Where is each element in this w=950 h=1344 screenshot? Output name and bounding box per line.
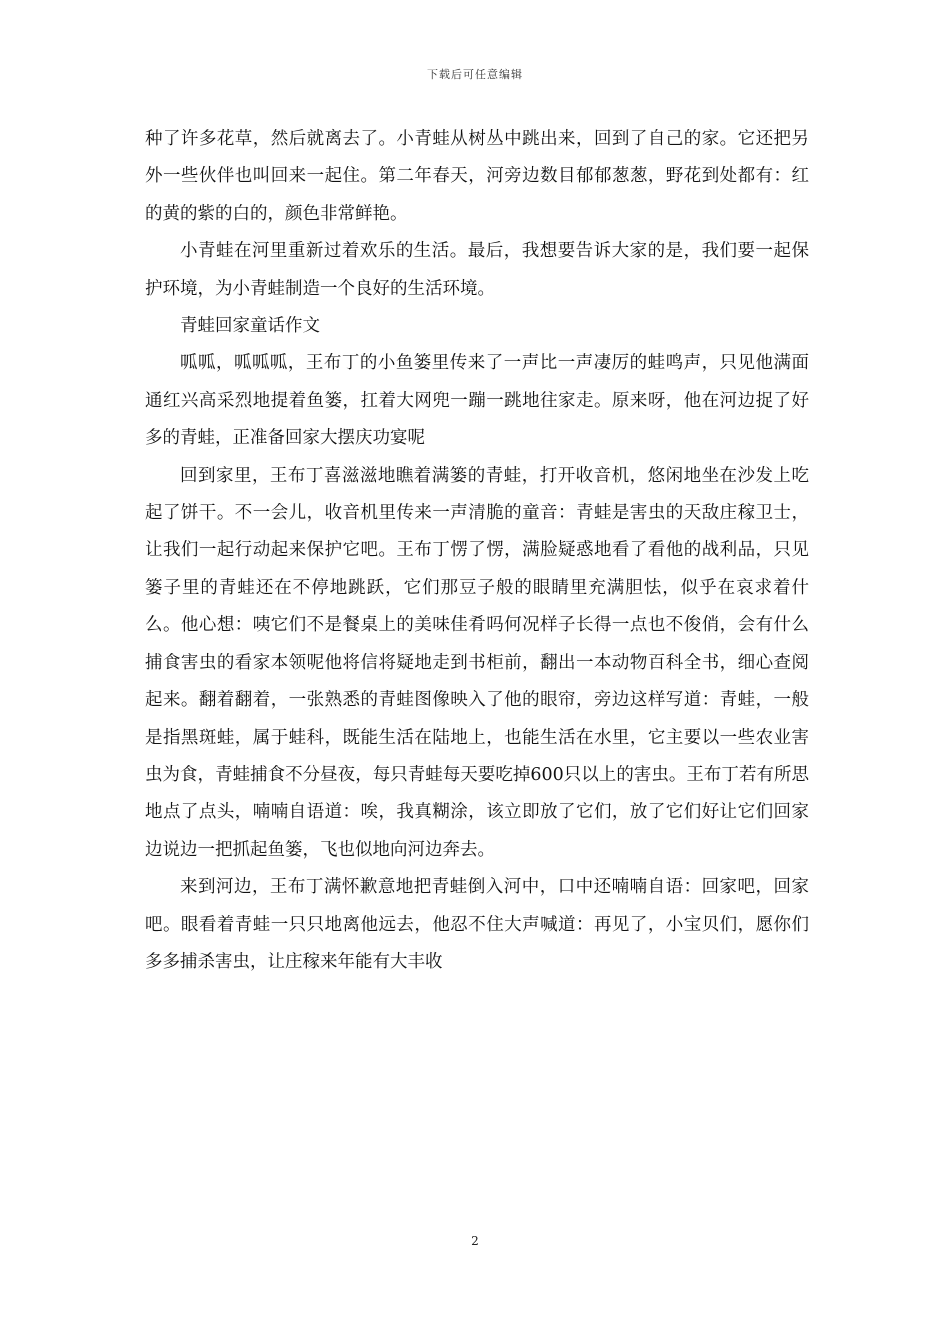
paragraph-4: 回到家里，王布丁喜滋滋地瞧着满篓的青蛙，打开收音机，悠闲地坐在沙发上吃起了饼干。不一会儿，收音机里传来一声清脆的童音：青蛙是害虫的天敌庄稼卫士，让我们一起行动起来保护它吧。王布丁愣了愣，满脸疑惑地看了看他的战利品，只见篓子里的青蛙还在不停地跳跃，它们那豆子般的眼睛里充满胆怯，似乎在哀求着什么。他心想：咦它们不是餐桌上的美味佳肴吗何况样子长得一点也不俊俏，会有什么捕食害虫的看家本领呢他将信将疑地走到书柜前，翻出一本动物百科全书，细心查阅起来。翻着翻着，一张熟悉的青蛙图像映入了他的眼帘，旁边这样写道：青蛙，一般是指黑斑蛙，属于蛙科，既能生活在陆地上，也能生活在水里，它主要以一些农业害虫为食，青蛙捕食不分昼夜，每只青蛙每天要吃掉600只以上的害虫。王布丁若有所思地点了点头，喃喃自语道：唉，我真糊涂，该立即放了它们，放了它们好让它们回家边说边一把抓起鱼篓，飞也似地向河边奔去。 bbox=[145, 465, 809, 860]
document-body bbox=[145, 121, 809, 981]
paragraph-2: 小青蛙在河里重新过着欢乐的生活。最后，我想要告诉大家的是，我们要一起保护环境，为小青蛙制造一个良好的生活环境。 bbox=[145, 241, 809, 299]
section-title: 青蛙回家童话作文 bbox=[180, 316, 320, 337]
page-number: 2 bbox=[471, 1234, 479, 1248]
page-header: 下载后可任意编辑 bbox=[427, 68, 523, 81]
paragraph-3: 呱呱，呱呱呱，王布丁的小鱼篓里传来了一声比一声凄厉的蛙鸣声，只见他满面通红兴高采烈地提着鱼篓，扛着大网兜一蹦一跳地往家走。原来呀，他在河边捉了好多的青蛙，正准备回家大摆庆功宴呢 bbox=[145, 353, 809, 449]
paragraph-1: 种了许多花草，然后就离去了。小青蛙从树丛中跳出来，回到了自己的家。它还把另外一些伙伴也叫回来一起住。第二年春天，河旁边数目郁郁葱葱，野花到处都有：红的黄的紫的白的，颜色非常鲜艳。 bbox=[145, 129, 809, 224]
paragraph-5: 来到河边，王布丁满怀歉意地把青蛙倒入河中，口中还喃喃自语：回家吧，回家吧。眼看着青蛙一只只地离他远去，他忍不住大声喊道：再见了，小宝贝们，愿你们多多捕杀害虫，让庄稼来年能有大丰收 bbox=[145, 877, 809, 972]
